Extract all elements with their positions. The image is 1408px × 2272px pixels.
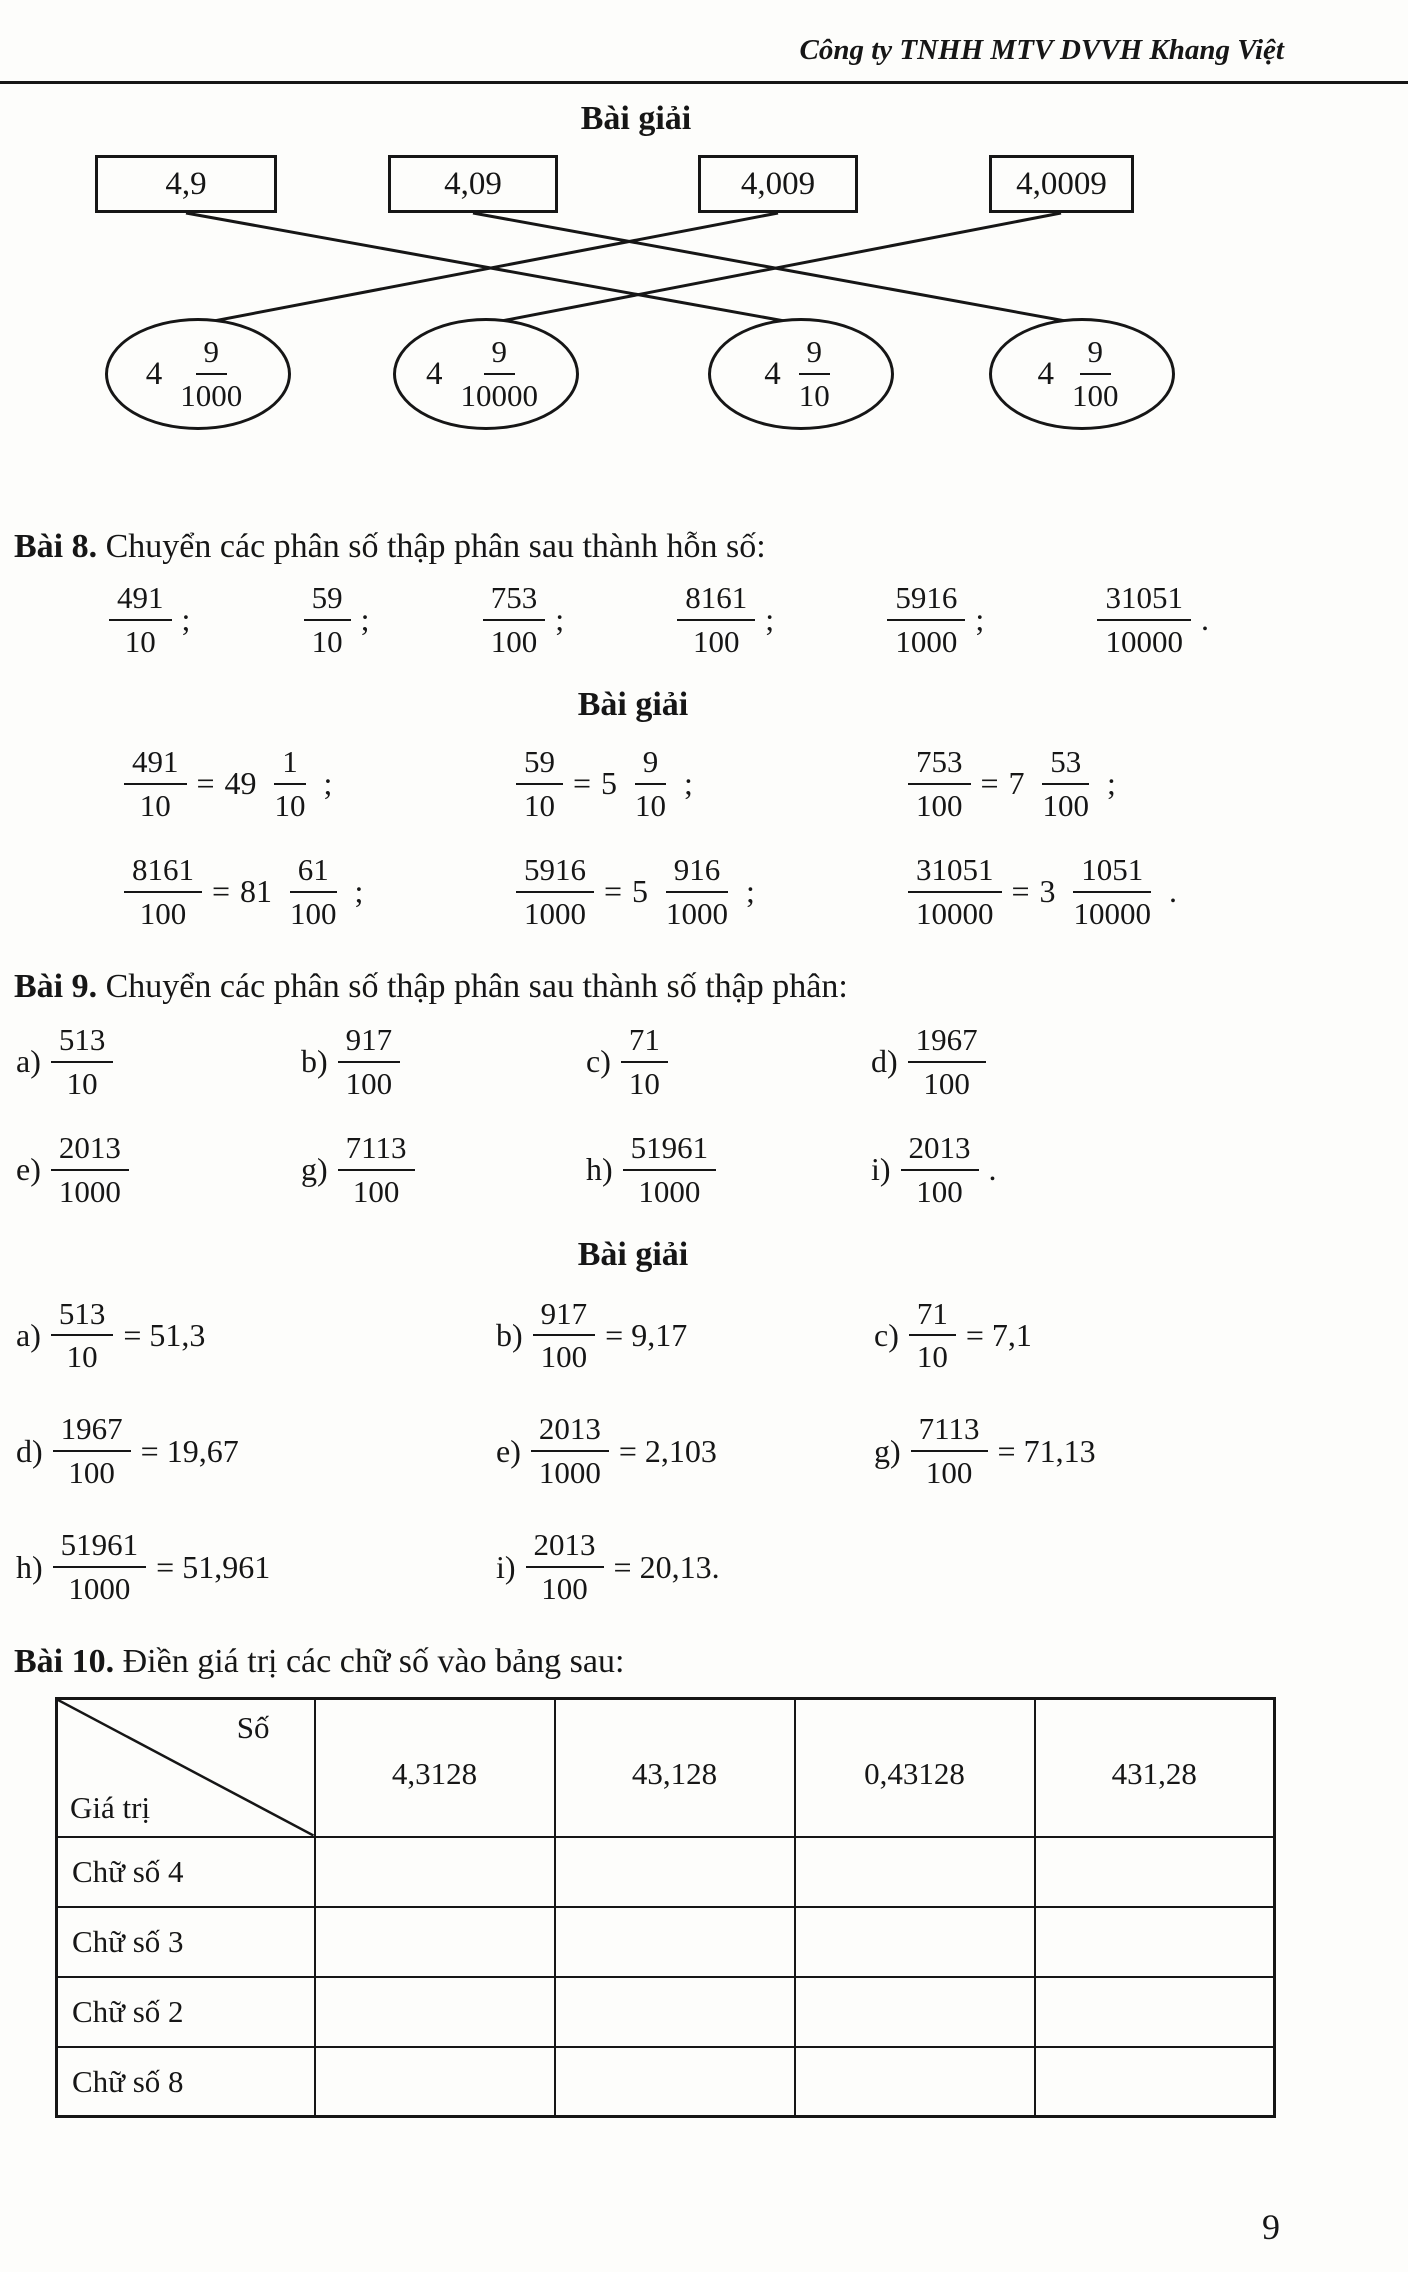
solution-heading: Bài giải: [580, 100, 692, 137]
numerator: 51961: [53, 1527, 147, 1568]
whole-number: 81: [240, 873, 273, 910]
column-header: 4,3128: [315, 1699, 555, 1837]
table-row: [57, 2047, 1275, 2117]
item-label: a): [16, 1043, 41, 1080]
exercise-item: [16, 1130, 301, 1210]
fraction: [526, 1527, 604, 1607]
denominator: 100: [352, 1173, 400, 1209]
separator: ;: [323, 765, 333, 802]
corner-label-so: Số: [236, 1710, 270, 1746]
whole-number: 3: [1039, 873, 1056, 910]
denominator: 100: [925, 1455, 973, 1491]
fraction-item: [887, 580, 984, 660]
numerator: 9: [1080, 334, 1112, 375]
row-header: Chữ số 8: [57, 2047, 315, 2117]
denominator: 10: [635, 787, 667, 823]
numerator: 9: [196, 334, 228, 375]
problem-8-solutions-row: [124, 852, 1288, 932]
numerator: 513: [51, 1296, 114, 1337]
denominator: 1000: [638, 1173, 701, 1209]
item-label: g): [301, 1151, 328, 1188]
denominator: 10: [139, 787, 171, 823]
row-header: Chữ số 2: [57, 1977, 315, 2047]
numerator: 51961: [623, 1130, 717, 1171]
separator: ;: [555, 601, 565, 638]
separator: .: [1200, 601, 1209, 638]
fraction: [51, 1296, 114, 1376]
whole-number: 4: [145, 355, 163, 392]
item-label: e): [16, 1151, 41, 1188]
problem-10-label: Bài 10.: [14, 1643, 115, 1681]
fraction: [338, 1130, 415, 1210]
empty-cell: [315, 1907, 555, 1977]
numerator: 491: [109, 580, 172, 621]
solution-heading: Bài giải: [577, 685, 689, 723]
denominator: 1000: [58, 1173, 121, 1209]
equals-sign: =: [980, 765, 999, 802]
fraction: [267, 744, 314, 824]
fraction: [124, 744, 187, 824]
item-label: h): [586, 1151, 613, 1188]
numerator: 5916: [516, 852, 594, 893]
solution-item: [496, 1527, 874, 1607]
problem-10-heading: [14, 1643, 1288, 1681]
fraction: [304, 580, 351, 660]
empty-cell: [795, 1977, 1035, 2047]
numerator: 1051: [1073, 852, 1151, 893]
equation: [516, 744, 908, 824]
item-label: c): [874, 1316, 899, 1353]
problem-8-fractions: [109, 580, 1209, 660]
numerator: 5916: [887, 580, 965, 621]
problem-9-items-row: [16, 1022, 1288, 1102]
equation: [124, 744, 516, 824]
decimal-value: 4,9: [165, 165, 207, 202]
denominator: 10: [628, 1065, 660, 1101]
denominator: 10000: [460, 378, 538, 413]
fraction-item: [483, 580, 564, 660]
numerator: 1967: [53, 1411, 131, 1452]
column-header: 43,128: [555, 1699, 795, 1837]
fraction: [677, 580, 755, 660]
fraction: [901, 1130, 979, 1210]
decimal-box: [698, 155, 858, 213]
fraction: [109, 580, 172, 660]
decimal-value: 4,09: [444, 165, 502, 202]
fraction: [908, 852, 1002, 932]
numerator: 491: [124, 744, 187, 785]
whole-number: 5: [601, 765, 618, 802]
table-header-row: [57, 1699, 1275, 1837]
numerator: 917: [338, 1022, 401, 1063]
digit-value-table: [55, 1697, 1276, 2118]
fraction-item: [677, 580, 774, 660]
fraction: [531, 1411, 609, 1491]
fraction: [483, 580, 546, 660]
empty-cell: [555, 1907, 795, 1977]
solution-item: [16, 1527, 496, 1607]
problem-8-label: Bài 8.: [14, 528, 98, 565]
problem-9-label: Bài 9.: [14, 967, 98, 1005]
item-label: i): [871, 1151, 891, 1188]
numerator: 2013: [526, 1527, 604, 1568]
equals-sign: =: [573, 765, 592, 802]
result-value: = 19,67: [140, 1432, 239, 1469]
numerator: 9: [484, 334, 516, 375]
problem-9-solutions-row: [16, 1527, 1288, 1607]
numerator: 2013: [51, 1130, 129, 1171]
fraction-item: [304, 580, 370, 660]
fraction: [282, 852, 345, 932]
equals-sign: =: [196, 765, 215, 802]
numerator: 61: [290, 852, 337, 893]
whole-number: 7: [1008, 765, 1025, 802]
numerator: 753: [483, 580, 546, 621]
denominator: 1000: [524, 895, 586, 931]
fraction: [1035, 744, 1098, 824]
mixed-number-oval: [393, 318, 579, 430]
denominator: 1000: [68, 1571, 131, 1607]
numerator: 7113: [338, 1130, 415, 1171]
equals-sign: =: [212, 873, 231, 910]
separator: ;: [354, 873, 364, 910]
denominator: 100: [693, 623, 740, 659]
separator: ;: [181, 601, 191, 638]
empty-cell: [315, 2047, 555, 2117]
denominator: 10000: [1105, 623, 1183, 659]
solution-heading: Bài giải: [577, 1235, 689, 1273]
equation: [908, 852, 1288, 932]
row-header: Chữ số 4: [57, 1837, 315, 1907]
fraction: [791, 334, 838, 414]
fraction-item: [1097, 580, 1209, 660]
decimal-box: [95, 155, 277, 213]
table-row: [57, 1837, 1275, 1907]
item-label: b): [301, 1043, 328, 1080]
item-label: h): [16, 1548, 43, 1585]
solution-item: [496, 1411, 874, 1491]
empty-cell: [555, 1837, 795, 1907]
solution-item: [874, 1411, 1288, 1491]
empty-cell: [795, 2047, 1035, 2117]
separator: .: [1169, 873, 1178, 910]
denominator: 100: [540, 1339, 588, 1375]
problem-9-solutions-row: [16, 1296, 1288, 1376]
mixed-number-oval: [989, 318, 1175, 430]
exercise-item: [16, 1022, 301, 1102]
corner-label-gia-tri: Giá trị: [70, 1789, 151, 1825]
decimal-box: [989, 155, 1134, 213]
fraction: [1066, 852, 1160, 932]
result-value: = 51,3: [123, 1316, 206, 1353]
whole-number: 5: [632, 873, 649, 910]
numerator: 916: [666, 852, 729, 893]
exercise-item: [586, 1130, 871, 1210]
problem-9-heading: [14, 968, 1288, 1006]
fraction: [533, 1296, 596, 1376]
numerator: 8161: [677, 580, 755, 621]
equation: [908, 744, 1288, 824]
problem-10-prompt: Điền giá trị các chữ số vào bảng sau:: [122, 1643, 625, 1681]
denominator: 10000: [1073, 895, 1152, 931]
denominator: 1000: [666, 895, 729, 931]
column-header: 0,43128: [795, 1699, 1035, 1837]
fraction: [658, 852, 736, 932]
numerator: 71: [909, 1296, 956, 1337]
denominator: 1000: [895, 623, 958, 659]
equals-sign: =: [604, 873, 623, 910]
fraction: [887, 580, 965, 660]
item-label: g): [874, 1432, 901, 1469]
fraction: [453, 334, 547, 414]
empty-cell: [795, 1907, 1035, 1977]
denominator: 100: [345, 1065, 393, 1101]
empty-cell: [555, 2047, 795, 2117]
numerator: 753: [908, 744, 971, 785]
problem-8-heading: [14, 528, 1288, 566]
fraction: [53, 1527, 147, 1607]
matching-diagram: [14, 100, 1288, 492]
denominator: 10000: [916, 895, 994, 931]
fraction: [172, 334, 250, 414]
table-row: [57, 1907, 1275, 1977]
result-value: = 71,13: [997, 1432, 1096, 1469]
whole-number: 49: [224, 765, 257, 802]
separator: ;: [360, 601, 370, 638]
numerator: 7113: [911, 1411, 988, 1452]
decimal-value: 4,009: [740, 165, 816, 202]
row-header: Chữ số 3: [57, 1907, 315, 1977]
header-rule: [0, 81, 1408, 84]
fraction: [909, 1296, 956, 1376]
numerator: 9: [635, 744, 667, 785]
decimal-value: 4,0009: [1016, 165, 1107, 202]
whole-number: 4: [764, 355, 781, 392]
equals-sign: =: [1011, 873, 1030, 910]
empty-cell: [315, 1977, 555, 2047]
whole-number: 4: [1037, 355, 1054, 392]
item-label: d): [16, 1432, 43, 1469]
denominator: 100: [290, 895, 337, 931]
result-value: = 2,103: [618, 1432, 717, 1469]
fraction: [911, 1411, 988, 1491]
denominator: 100: [139, 895, 187, 931]
solution-item: [496, 1296, 874, 1376]
denominator: 10: [524, 787, 555, 823]
numerator: 71: [621, 1022, 668, 1063]
column-header: 431,28: [1035, 1699, 1275, 1837]
solution-item: [16, 1296, 496, 1376]
numerator: 2013: [531, 1411, 609, 1452]
numerator: 513: [51, 1022, 114, 1063]
numerator: 1: [274, 744, 306, 785]
empty-cell: [1035, 1837, 1275, 1907]
denominator: 100: [1072, 378, 1119, 413]
problem-8-prompt: Chuyển các phân số thập phân sau thành hỗn số:: [105, 528, 766, 565]
denominator: 100: [541, 1571, 588, 1607]
fraction: [124, 852, 202, 932]
mixed-number-oval: [105, 318, 291, 430]
result-value: = 51,961: [156, 1548, 271, 1585]
denominator: 100: [490, 623, 538, 659]
separator: ;: [746, 873, 755, 910]
exercise-item: [586, 1022, 871, 1102]
decimal-box: [388, 155, 558, 213]
denominator: 100: [68, 1455, 115, 1491]
problem-9-items-row: [16, 1130, 1288, 1210]
empty-cell: [1035, 2047, 1275, 2117]
denominator: 10: [66, 1339, 98, 1375]
empty-cell: [1035, 1907, 1275, 1977]
fraction: [53, 1411, 131, 1491]
fraction: [338, 1022, 401, 1102]
numerator: 8161: [124, 852, 202, 893]
denominator: 10: [66, 1065, 98, 1101]
denominator: 10: [311, 623, 343, 659]
numerator: 53: [1042, 744, 1089, 785]
denominator: 10: [274, 787, 306, 823]
denominator: 100: [916, 787, 963, 823]
empty-cell: [795, 1837, 1035, 1907]
item-label: c): [586, 1043, 611, 1080]
numerator: 9: [799, 334, 831, 375]
fraction: [516, 852, 594, 932]
solution-item: [874, 1296, 1288, 1376]
separator: ;: [765, 601, 775, 638]
problem-9-prompt: Chuyển các phân số thập phân sau thành số thập phân:: [105, 967, 848, 1005]
result-value: = 9,17: [605, 1316, 688, 1353]
separator: ;: [1107, 765, 1116, 802]
item-label: a): [16, 1316, 41, 1353]
page-number: 9: [1262, 2207, 1280, 2247]
fraction: [621, 1022, 668, 1102]
numerator: 59: [516, 744, 563, 785]
whole-number: 4: [426, 355, 443, 392]
problem-9-solutions-row: [16, 1411, 1288, 1491]
mixed-number-oval: [708, 318, 894, 430]
denominator: 10: [798, 378, 830, 413]
empty-cell: [1035, 1977, 1275, 2047]
denominator: 100: [1042, 787, 1090, 823]
numerator: 917: [533, 1296, 596, 1337]
fraction: [51, 1130, 129, 1210]
numerator: 1967: [908, 1022, 986, 1063]
separator: ;: [975, 601, 985, 638]
denominator: 100: [916, 1173, 963, 1209]
numerator: 2013: [901, 1130, 979, 1171]
table-corner-cell: [57, 1699, 315, 1837]
fraction: [51, 1022, 114, 1102]
exercise-item: [301, 1130, 586, 1210]
problem-8-solutions-row: [124, 744, 1288, 824]
exercise-item: [871, 1022, 1288, 1102]
table-row: [57, 1977, 1275, 2047]
fraction: [908, 1022, 986, 1102]
item-label: e): [496, 1432, 521, 1469]
result-value: = 7,1: [965, 1316, 1032, 1353]
solution-item: [16, 1411, 496, 1491]
fraction-item: [109, 580, 190, 660]
exercise-item: [301, 1022, 586, 1102]
result-value: = 20,13.: [613, 1548, 720, 1585]
separator: .: [988, 1151, 997, 1188]
fraction: [908, 744, 971, 824]
exercise-item: [871, 1130, 1288, 1210]
fraction: [1064, 334, 1127, 414]
separator: ;: [684, 765, 693, 802]
item-label: i): [496, 1548, 516, 1585]
item-label: b): [496, 1316, 523, 1353]
denominator: 1000: [538, 1455, 601, 1491]
fraction: [1097, 580, 1191, 660]
numerator: 31051: [1097, 580, 1191, 621]
fraction: [627, 744, 674, 824]
denominator: 100: [923, 1065, 970, 1101]
equation: [124, 852, 516, 932]
fraction: [623, 1130, 717, 1210]
company-header: Công ty TNHH MTV DVVH Khang Việt: [799, 34, 1284, 66]
numerator: 59: [304, 580, 351, 621]
equation: [516, 852, 908, 932]
empty-cell: [555, 1977, 795, 2047]
denominator: 1000: [180, 378, 243, 413]
empty-cell: [315, 1837, 555, 1907]
denominator: 10: [916, 1339, 948, 1375]
numerator: 31051: [908, 852, 1002, 893]
item-label: d): [871, 1043, 898, 1080]
denominator: 10: [124, 623, 156, 659]
fraction: [516, 744, 563, 824]
